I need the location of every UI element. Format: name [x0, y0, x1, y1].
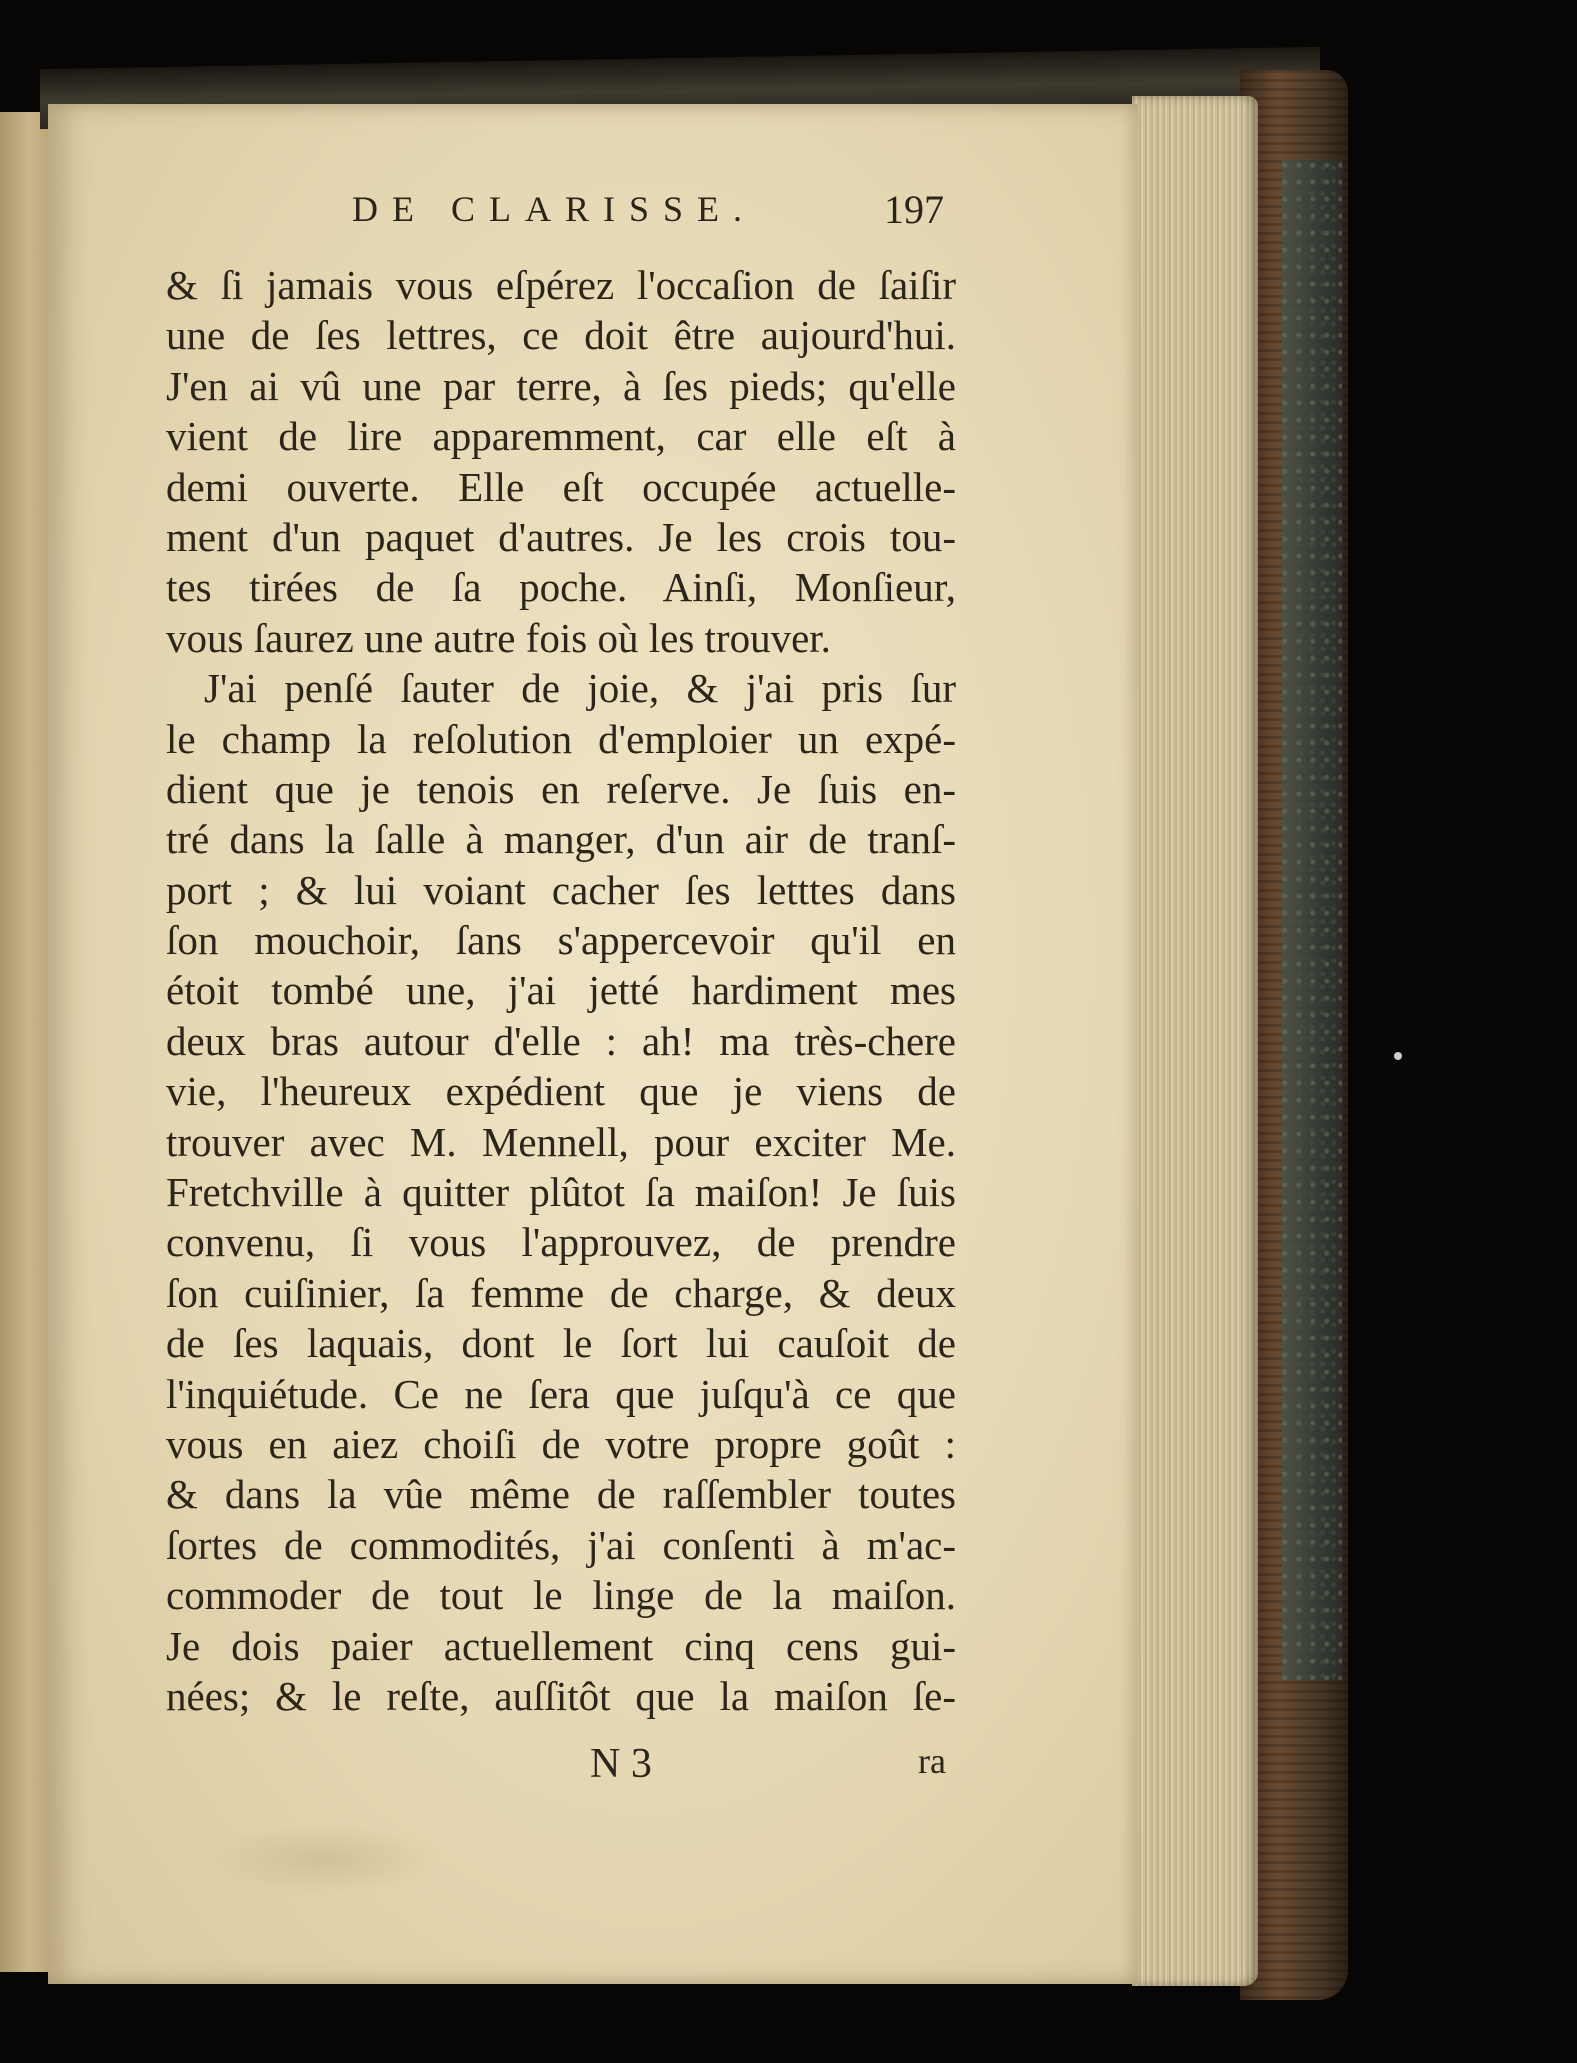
- text-line: tes tirées de ſa poche. Ainſi, Monſieur,: [166, 564, 956, 611]
- facing-page-edge: [0, 112, 54, 1972]
- text-line: l'inquiétude. Ce ne ſera que juſqu'à ce que: [166, 1370, 956, 1417]
- text-line: convenu, ſi vous l'approuvez, de prendre: [166, 1219, 956, 1266]
- text-line: demi ouverte. Elle eſt occupée actuelle-: [166, 463, 956, 510]
- running-head: DE CLARISSE.: [352, 189, 757, 229]
- dust-speck: [1394, 1052, 1402, 1060]
- text-line: vous en aiez choiſi de votre propre goût :: [166, 1420, 956, 1467]
- text-line: tré dans la ſalle à manger, d'un air de tranſ-: [166, 816, 956, 863]
- signature-mark: N 3: [590, 1741, 652, 1787]
- text-line: & dans la vûe même de raſſembler toutes: [166, 1471, 956, 1518]
- text-line: & ſi jamais vous eſpérez l'occaſion de ſaiſir: [166, 262, 956, 308]
- text-line: vie, l'heureux expédient que je viens de: [166, 1068, 956, 1115]
- text-line: deux bras autour d'elle : ah! ma très-chere: [166, 1017, 956, 1064]
- text-line: étoit tombé une, j'ai jetté hardiment mes: [166, 967, 956, 1014]
- page-number: 197: [884, 187, 944, 232]
- body-text: [166, 260, 956, 1721]
- page-stain: [208, 1824, 438, 1894]
- text-line: Fretchville à quitter plûtot ſa maiſon! Je ſuis: [166, 1169, 956, 1216]
- catchword: ra: [918, 1741, 946, 1781]
- text-line: commoder de tout le linge de la maiſon.: [166, 1572, 956, 1619]
- text-line: trouver avec M. Mennell, pour exciter Me.: [166, 1118, 956, 1165]
- text-line: J'en ai vû une par terre, à ſes pieds; qu'elle: [166, 362, 956, 409]
- text-line: ment d'un paquet d'autres. Je les crois tou-: [166, 513, 956, 560]
- binding-marbled-cover: [1282, 160, 1342, 1680]
- text-line: vous ſaurez une autre fois où les trouver.: [166, 614, 831, 661]
- text-line: nées; & le reſte, auſſitôt que la maiſon ſe-: [166, 1672, 956, 1719]
- text-line: ſortes de commodités, j'ai conſenti à m'ac-: [166, 1521, 956, 1568]
- text-line: dient que je tenois en reſerve. Je ſuis en-: [166, 765, 956, 812]
- text-line: de ſes laquais, dont le ſort lui cauſoit de: [166, 1320, 956, 1367]
- text-line: ſon cuiſinier, ſa femme de charge, & deux: [166, 1269, 956, 1316]
- text-line: une de ſes lettres, ce doit être aujourd'hui.: [166, 312, 956, 359]
- page-fore-edge: [1132, 96, 1258, 1986]
- text-line: J'ai penſé ſauter de joie, & j'ai pris ſur: [204, 665, 956, 712]
- text-line: le champ la reſolution d'emploier un expé-: [166, 715, 956, 762]
- text-line: port ; & lui voiant cacher ſes letttes dans: [166, 866, 956, 913]
- text-line: ſon mouchoir, ſans s'appercevoir qu'il en: [166, 917, 956, 964]
- text-line: vient de lire apparemment, car elle eſt à: [166, 413, 956, 460]
- text-line: Je dois paier actuellement cinq cens gui-: [166, 1622, 956, 1669]
